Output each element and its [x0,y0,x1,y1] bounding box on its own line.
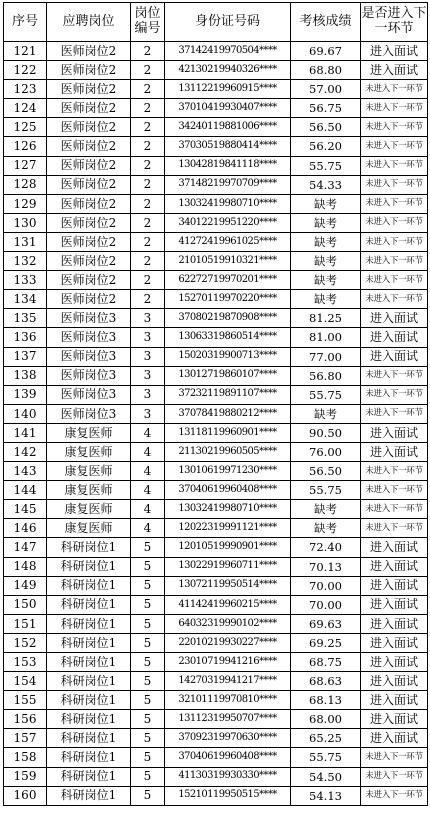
cell-id: 12022319991121**** [165,519,291,538]
cell-code: 2 [131,194,165,213]
cell-post: 医师岗位3 [47,366,131,385]
cell-seq: 133 [4,271,47,290]
cell-code: 4 [131,462,165,481]
cell-code: 5 [131,786,165,805]
cell-seq: 134 [4,290,47,309]
table-row [4,500,428,519]
cell-id: 13022919960711**** [165,557,291,576]
table-row [4,309,428,328]
cell-id: 37142419970504**** [165,42,291,61]
cell-seq: 129 [4,194,47,213]
cell-seq: 160 [4,786,47,805]
cell-score: 缺考 [291,252,361,271]
cell-post: 科研岗位1 [47,576,131,595]
table-row [4,252,428,271]
cell-code: 2 [131,290,165,309]
cell-score: 缺考 [291,404,361,423]
table-row [4,614,428,633]
cell-post: 医师岗位2 [47,99,131,118]
cell-score: 缺考 [291,290,361,309]
cell-code: 2 [131,137,165,156]
cell-code: 3 [131,366,165,385]
cell-score: 72.40 [291,538,361,557]
cell-score: 57.00 [291,80,361,99]
table-row [4,328,428,347]
cell-id: 37092319970630**** [165,729,291,748]
cell-score: 54.13 [291,786,361,805]
cell-code: 2 [131,99,165,118]
cell-score: 缺考 [291,519,361,538]
cell-seq: 124 [4,99,47,118]
header-post: 应聘岗位 [47,3,131,42]
cell-seq: 122 [4,61,47,80]
table-row [4,385,428,404]
cell-result: 未进入下一环节 [361,99,428,118]
cell-score: 65.25 [291,729,361,748]
cell-result: 进入面试 [361,538,428,557]
table-body [4,42,428,806]
cell-score: 81.00 [291,328,361,347]
cell-code: 3 [131,404,165,423]
cell-id: 64032319990102**** [165,614,291,633]
header-score: 考核成绩 [291,3,361,42]
cell-result: 进入面试 [361,595,428,614]
cell-code: 2 [131,80,165,99]
table-row [4,213,428,232]
table-row [4,767,428,786]
cell-code: 2 [131,252,165,271]
cell-result: 未进入下一环节 [361,290,428,309]
cell-code: 4 [131,423,165,442]
cell-code: 3 [131,347,165,366]
cell-result: 未进入下一环节 [361,500,428,519]
cell-post: 科研岗位1 [47,710,131,729]
cell-seq: 128 [4,175,47,194]
cell-result: 未进入下一环节 [361,481,428,500]
cell-code: 5 [131,767,165,786]
header-id: 身份证号码 [165,3,291,42]
table-row [4,423,428,442]
cell-id: 13042819841118**** [165,156,291,175]
cell-result: 未进入下一环节 [361,137,428,156]
cell-seq: 155 [4,691,47,710]
cell-score: 55.75 [291,748,361,767]
cell-post: 科研岗位1 [47,729,131,748]
cell-id: 42130219940326**** [165,61,291,80]
cell-code: 5 [131,595,165,614]
cell-code: 2 [131,232,165,251]
cell-seq: 156 [4,710,47,729]
cell-code: 3 [131,328,165,347]
cell-seq: 150 [4,595,47,614]
table-row [4,481,428,500]
cell-id: 15210119950515**** [165,786,291,805]
cell-seq: 131 [4,232,47,251]
cell-result: 未进入下一环节 [361,366,428,385]
cell-result: 未进入下一环节 [361,385,428,404]
cell-post: 康复医师 [47,500,131,519]
cell-post: 医师岗位2 [47,290,131,309]
cell-post: 康复医师 [47,442,131,461]
cell-code: 5 [131,557,165,576]
cell-result: 进入面试 [361,729,428,748]
cell-id: 37232119891107**** [165,385,291,404]
cell-post: 医师岗位2 [47,252,131,271]
cell-code: 4 [131,519,165,538]
cell-id: 13118119960901**** [165,423,291,442]
cell-result: 未进入下一环节 [361,271,428,290]
cell-seq: 138 [4,366,47,385]
cell-post: 科研岗位1 [47,633,131,652]
cell-result: 未进入下一环节 [361,118,428,137]
cell-seq: 157 [4,729,47,748]
table-row [4,576,428,595]
cell-seq: 143 [4,462,47,481]
cell-code: 5 [131,653,165,672]
cell-post: 医师岗位2 [47,156,131,175]
cell-id: 15270119970220**** [165,290,291,309]
cell-id: 13072119950514**** [165,576,291,595]
cell-result: 进入面试 [361,653,428,672]
cell-result: 进入面试 [361,423,428,442]
cell-score: 56.80 [291,366,361,385]
cell-id: 41130319930330**** [165,767,291,786]
cell-score: 缺考 [291,194,361,213]
cell-id: 15020319900713**** [165,347,291,366]
cell-seq: 144 [4,481,47,500]
cell-result: 未进入下一环节 [361,156,428,175]
cell-id: 37040619960408**** [165,481,291,500]
cell-result: 进入面试 [361,442,428,461]
cell-post: 科研岗位1 [47,786,131,805]
cell-code: 4 [131,442,165,461]
cell-seq: 152 [4,633,47,652]
cell-result: 未进入下一环节 [361,194,428,213]
cell-code: 5 [131,633,165,652]
header-seq: 序号 [4,3,47,42]
cell-seq: 132 [4,252,47,271]
cell-id: 14270319941217**** [165,672,291,691]
table-row [4,748,428,767]
cell-id: 12010519990901**** [165,538,291,557]
cell-id: 41142419960215**** [165,595,291,614]
cell-seq: 141 [4,423,47,442]
cell-id: 62272719970201**** [165,271,291,290]
cell-seq: 126 [4,137,47,156]
cell-post: 医师岗位2 [47,271,131,290]
cell-code: 5 [131,748,165,767]
cell-score: 81.25 [291,309,361,328]
cell-score: 68.80 [291,61,361,80]
header-result: 是否进入下一环节 [361,3,428,42]
cell-id: 37148219970709**** [165,175,291,194]
cell-result: 进入面试 [361,61,428,80]
cell-result: 进入面试 [361,557,428,576]
cell-code: 2 [131,156,165,175]
cell-id: 37080219870908**** [165,309,291,328]
cell-seq: 147 [4,538,47,557]
cell-score: 77.00 [291,347,361,366]
cell-id: 41272419961025**** [165,232,291,251]
cell-post: 医师岗位2 [47,232,131,251]
cell-result: 进入面试 [361,42,428,61]
cell-post: 科研岗位1 [47,672,131,691]
table-row [4,99,428,118]
cell-result: 未进入下一环节 [361,252,428,271]
cell-id: 13112219960915**** [165,80,291,99]
cell-score: 缺考 [291,213,361,232]
cell-score: 90.50 [291,423,361,442]
cell-seq: 158 [4,748,47,767]
table-row [4,442,428,461]
cell-post: 医师岗位3 [47,309,131,328]
cell-score: 70.13 [291,557,361,576]
cell-id: 37010419930407**** [165,99,291,118]
table-row [4,710,428,729]
cell-result: 未进入下一环节 [361,786,428,805]
cell-code: 5 [131,691,165,710]
table-row [4,137,428,156]
cell-post: 科研岗位1 [47,691,131,710]
header-code: 岗位编号 [131,3,165,42]
cell-code: 3 [131,309,165,328]
cell-seq: 151 [4,614,47,633]
cell-post: 科研岗位1 [47,614,131,633]
cell-code: 5 [131,729,165,748]
cell-post: 康复医师 [47,423,131,442]
cell-result: 未进入下一环节 [361,767,428,786]
table-row [4,729,428,748]
table-row [4,366,428,385]
cell-code: 2 [131,213,165,232]
table-row [4,538,428,557]
cell-id: 37040619960408**** [165,748,291,767]
cell-seq: 148 [4,557,47,576]
cell-score: 68.00 [291,710,361,729]
cell-code: 5 [131,672,165,691]
cell-seq: 154 [4,672,47,691]
cell-id: 13032419980710**** [165,194,291,213]
cell-seq: 149 [4,576,47,595]
cell-seq: 136 [4,328,47,347]
cell-seq: 142 [4,442,47,461]
cell-post: 康复医师 [47,462,131,481]
cell-result: 进入面试 [361,710,428,729]
cell-seq: 159 [4,767,47,786]
cell-id: 23010719941216**** [165,653,291,672]
cell-id: 13012719860107**** [165,366,291,385]
cell-post: 医师岗位3 [47,328,131,347]
cell-score: 缺考 [291,271,361,290]
cell-seq: 145 [4,500,47,519]
table-row [4,118,428,137]
cell-result: 进入面试 [361,576,428,595]
table-row [4,80,428,99]
cell-id: 22010219930227**** [165,633,291,652]
cell-seq: 153 [4,653,47,672]
cell-seq: 139 [4,385,47,404]
cell-post: 医师岗位2 [47,80,131,99]
table-row [4,290,428,309]
cell-score: 缺考 [291,500,361,519]
cell-seq: 137 [4,347,47,366]
cell-code: 2 [131,271,165,290]
cell-result: 进入面试 [361,614,428,633]
table-row [4,786,428,805]
cell-score: 54.50 [291,767,361,786]
cell-result: 进入面试 [361,347,428,366]
cell-post: 医师岗位3 [47,404,131,423]
cell-id: 32101119970810**** [165,691,291,710]
cell-seq: 130 [4,213,47,232]
cell-seq: 146 [4,519,47,538]
cell-code: 2 [131,61,165,80]
cell-score: 55.75 [291,156,361,175]
cell-code: 5 [131,614,165,633]
table-row [4,557,428,576]
cell-code: 2 [131,118,165,137]
header-row [4,3,428,42]
cell-code: 2 [131,175,165,194]
cell-seq: 140 [4,404,47,423]
cell-id: 21130219960505**** [165,442,291,461]
results-table [3,2,428,806]
cell-id: 21010519910321**** [165,252,291,271]
cell-post: 科研岗位1 [47,748,131,767]
cell-score: 76.00 [291,442,361,461]
cell-seq: 123 [4,80,47,99]
table-row [4,175,428,194]
table-row [4,691,428,710]
cell-id: 37078419880212**** [165,404,291,423]
cell-result: 未进入下一环节 [361,80,428,99]
cell-result: 进入面试 [361,328,428,347]
cell-post: 医师岗位2 [47,137,131,156]
cell-result: 未进入下一环节 [361,748,428,767]
table-row [4,595,428,614]
table-row [4,519,428,538]
cell-seq: 125 [4,118,47,137]
cell-post: 科研岗位1 [47,767,131,786]
cell-code: 5 [131,710,165,729]
cell-score: 68.63 [291,672,361,691]
cell-result: 未进入下一环节 [361,232,428,251]
cell-post: 医师岗位2 [47,61,131,80]
cell-code: 4 [131,500,165,519]
cell-id: 34240119881006**** [165,118,291,137]
cell-id: 13032419980710**** [165,500,291,519]
cell-code: 3 [131,385,165,404]
cell-score: 56.50 [291,118,361,137]
table-row [4,653,428,672]
table-row [4,347,428,366]
cell-score: 68.13 [291,691,361,710]
cell-post: 医师岗位2 [47,213,131,232]
cell-post: 医师岗位3 [47,385,131,404]
cell-score: 56.75 [291,99,361,118]
cell-id: 37030519880414**** [165,137,291,156]
cell-score: 56.20 [291,137,361,156]
cell-seq: 135 [4,309,47,328]
cell-result: 进入面试 [361,691,428,710]
cell-score: 70.00 [291,576,361,595]
cell-score: 55.75 [291,385,361,404]
cell-score: 55.75 [291,481,361,500]
cell-result: 进入面试 [361,672,428,691]
cell-code: 5 [131,538,165,557]
cell-code: 5 [131,576,165,595]
cell-post: 科研岗位1 [47,557,131,576]
table-row [4,271,428,290]
cell-post: 医师岗位2 [47,194,131,213]
cell-result: 未进入下一环节 [361,462,428,481]
table-row [4,462,428,481]
cell-code: 2 [131,42,165,61]
cell-post: 医师岗位2 [47,42,131,61]
cell-id: 13112319950707**** [165,710,291,729]
cell-score: 54.33 [291,175,361,194]
table-row [4,42,428,61]
cell-id: 13063319860514**** [165,328,291,347]
table-row [4,633,428,652]
table-row [4,232,428,251]
cell-post: 医师岗位3 [47,347,131,366]
cell-post: 科研岗位1 [47,653,131,672]
cell-result: 未进入下一环节 [361,175,428,194]
cell-result: 未进入下一环节 [361,519,428,538]
cell-result: 进入面试 [361,309,428,328]
cell-result: 未进入下一环节 [361,404,428,423]
table-row [4,194,428,213]
cell-score: 56.50 [291,462,361,481]
cell-post: 医师岗位2 [47,118,131,137]
cell-post: 医师岗位2 [47,175,131,194]
cell-score: 69.67 [291,42,361,61]
cell-post: 科研岗位1 [47,595,131,614]
cell-score: 缺考 [291,232,361,251]
cell-seq: 127 [4,156,47,175]
cell-id: 34012219951220**** [165,213,291,232]
cell-id: 13010619971230**** [165,462,291,481]
table-row [4,156,428,175]
table-row [4,404,428,423]
cell-score: 68.75 [291,653,361,672]
cell-post: 科研岗位1 [47,538,131,557]
table-row [4,672,428,691]
table-row [4,61,428,80]
cell-result: 进入面试 [361,633,428,652]
cell-post: 康复医师 [47,481,131,500]
cell-score: 69.63 [291,614,361,633]
cell-code: 4 [131,481,165,500]
cell-post: 康复医师 [47,519,131,538]
cell-seq: 121 [4,42,47,61]
cell-result: 未进入下一环节 [361,213,428,232]
table-header [4,3,428,42]
cell-score: 69.25 [291,633,361,652]
cell-score: 70.00 [291,595,361,614]
